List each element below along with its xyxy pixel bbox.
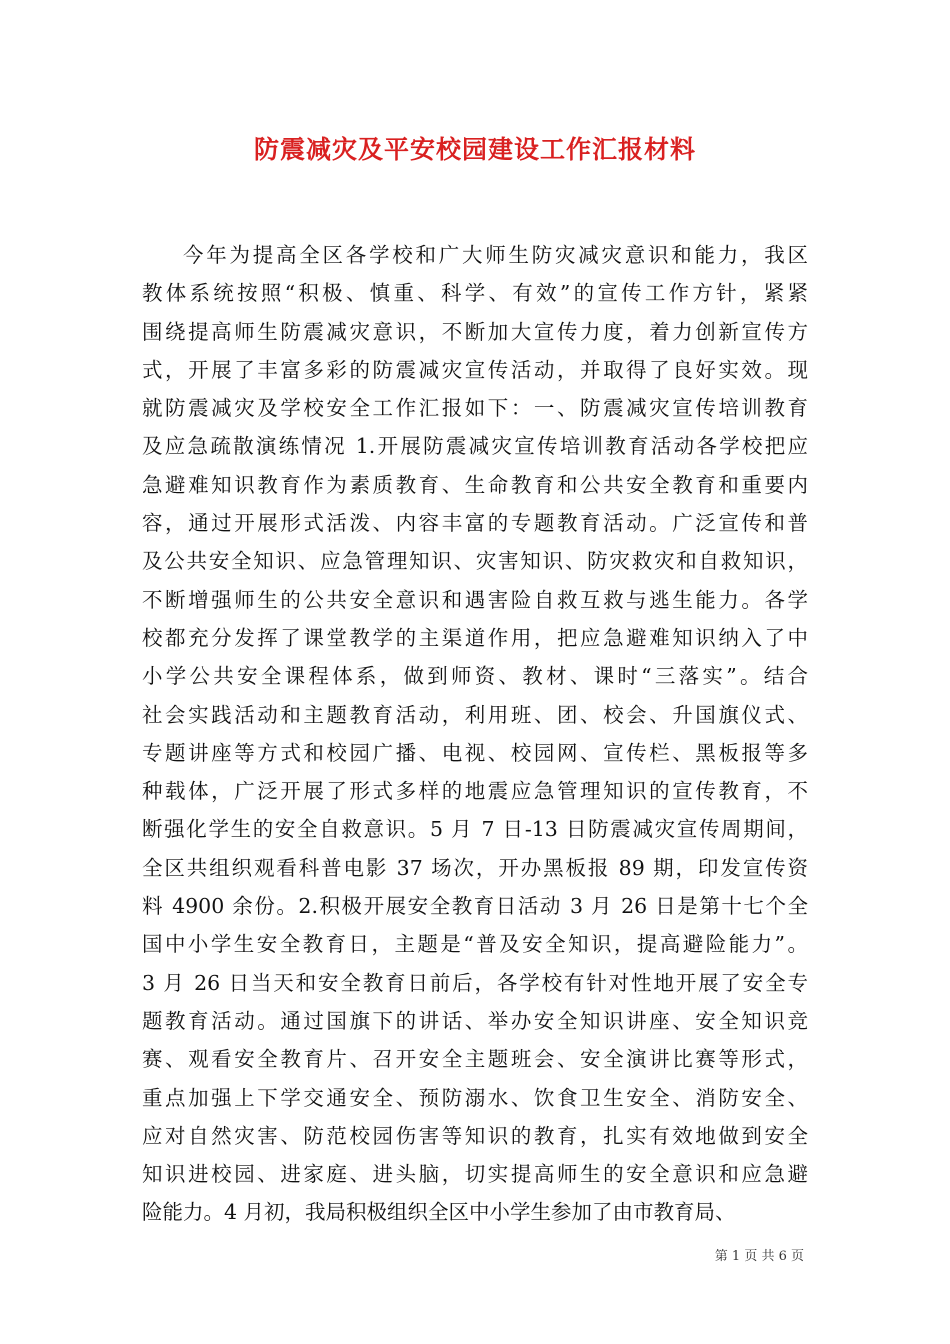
paragraph-line: 题教育活动。通过国旗下的讲话、举办安全知识讲座、安全知识竞 [142,1008,808,1033]
paragraph-line: 小学公共安全课程体系，做到师资、教材、课时“三落实”。结合 [142,664,808,689]
paragraph-line: 赛、观看安全教育片、召开安全主题班会、安全演讲比赛等形式， [142,1047,808,1072]
paragraph-line: 校都充分发挥了课堂教学的主渠道作用，把应急避难知识纳入了中 [142,625,808,650]
paragraph-line: 容，通过开展形式活泼、内容丰富的专题教育活动。广泛宣传和普 [142,511,808,536]
paragraph-line: 料 4900 余份。2.积极开展安全教育日活动 3 月 26 日是第十七个全 [142,894,808,919]
paragraph-line: 专题讲座等方式和校园广播、电视、校园网、宣传栏、黑板报等多 [142,740,808,765]
paragraph-line: 及公共安全知识、应急管理知识、灾害知识、防灾救灾和自救知识， [142,549,808,574]
paragraph-line: 重点加强上下学交通安全、预防溺水、饮食卫生安全、消防安全、 [142,1085,808,1110]
paragraph-line: 不断增强师生的公共安全意识和遇害险自救互救与逃生能力。各学 [142,587,808,612]
paragraph-line: 全区共组织观看科普电影 37 场次，开办黑板报 89 期，印发宣传资 [142,855,808,880]
paragraph-line: 知识进校园、进家庭、进头脑，切实提高师生的安全意识和应急避 [142,1162,808,1187]
document-title: 防震减灾及平安校园建设工作汇报材料 [253,135,696,164]
paragraph-line: 式，开展了丰富多彩的防震减灾宣传活动，并取得了良好实效。现 [142,357,808,382]
paragraph-line: 险能力。4 月初，我局积极组织全区中小学生参加了由市教育局、 [142,1200,736,1225]
body-paragraph [142,236,808,1232]
paragraph-line: 3 月 26 日当天和安全教育日前后，各学校有针对性地开展了安全专 [142,970,808,995]
paragraph-line: 急避难知识教育作为素质教育、生命教育和公共安全教育和重要内 [142,472,808,497]
paragraph-line: 断强化学生的安全自救意识。5 月 7 日-13 日防震减灾宣传周期间， [142,817,808,842]
paragraph-line: 应对自然灾害、防范校园伤害等知识的教育，扎实有效地做到安全 [142,1123,808,1148]
paragraph-line: 今年为提高全区各学校和广大师生防灾减灾意识和能力，我区 [183,243,808,267]
paragraph-line: 围绕提高师生防震减灾意识，不断加大宣传力度，着力创新宣传方 [142,319,808,344]
paragraph-line: 教体系统按照“积极、慎重、科学、有效”的宣传工作方针，紧紧 [142,281,808,306]
paragraph-line: 国中小学生安全教育日，主题是“普及安全知识，提高避险能力”。 [142,932,808,957]
paragraph-line: 种载体，广泛开展了形式多样的地震应急管理知识的宣传教育，不 [142,779,808,804]
paragraph-line: 社会实践活动和主题教育活动，利用班、团、校会、升国旗仪式、 [142,702,808,727]
page-number-footer: 第 1 页 共 6 页 [714,1249,804,1264]
paragraph-line: 就防震减灾及学校安全工作汇报如下：一、防震减灾宣传培训教育 [142,396,808,421]
paragraph-line: 及应急疏散演练情况 1.开展防震减灾宣传培训教育活动各学校把应 [142,434,808,459]
